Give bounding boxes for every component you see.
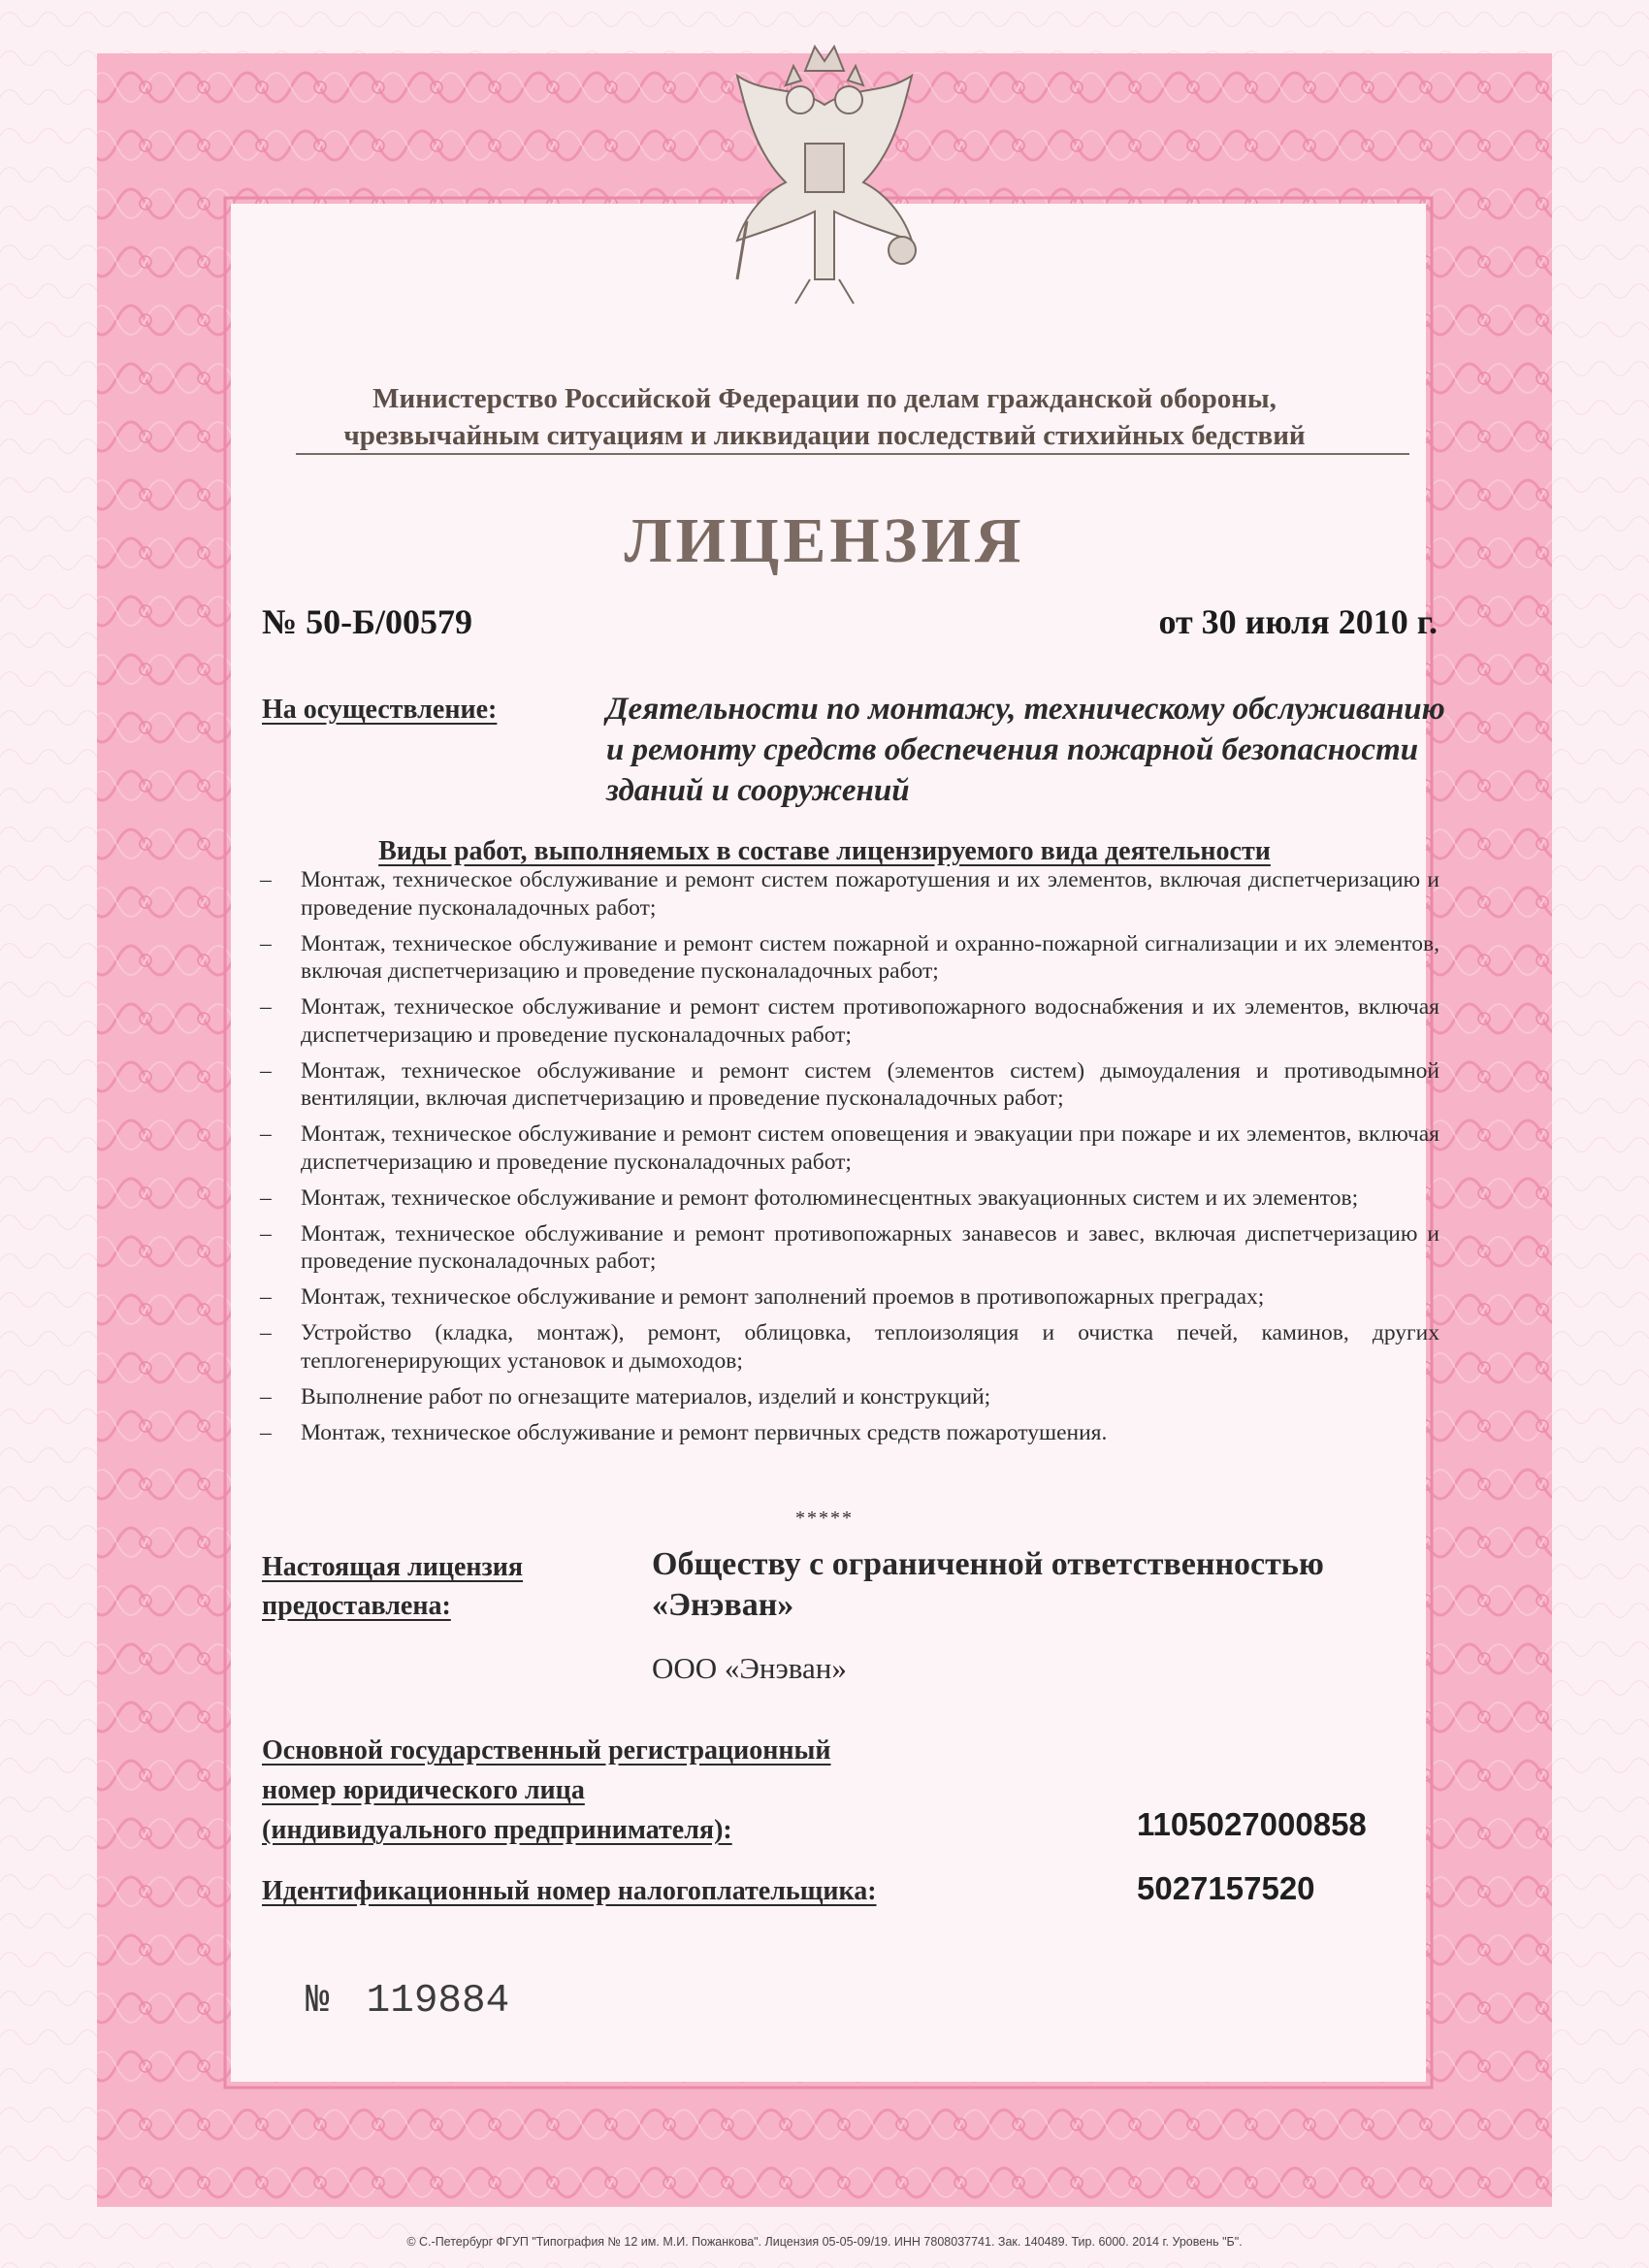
ogrn-label-line-3: (индивидуального предпринимателя): [262, 1815, 732, 1845]
list-item: – Монтаж, техническое обслуживание и ремонт систем оповещения и эвакуации при пожаре и их элементов, включая диспетчеризацию и проведение пусконаладочных работ; [260, 1121, 1439, 1175]
document-title: ЛИЦЕНЗИЯ [624, 505, 1025, 576]
list-item: – Монтаж, техническое обслуживание и ремонт систем противопожарного водоснабжения и их элементов, включая диспетчеризацию и проведение пусконаладочных работ; [260, 994, 1439, 1048]
list-item: – Выполнение работ по огнезащите материалов, изделий и конструкций; [260, 1383, 991, 1409]
ogrn-label-line-1: Основной государственный регистрационный [262, 1735, 831, 1766]
list-item: – Монтаж, техническое обслуживание и ремонт систем пожарной и охранно-пожарной сигнализации и их элементов, включая диспетчеризацию и проведение пусконаладочных работ; [260, 930, 1439, 984]
ogrn-label-line-2: номер юридического лица [262, 1775, 585, 1805]
inn-label: Идентификационный номер налогоплательщика: [262, 1876, 877, 1906]
license-date: от 30 июля 2010 г. [1158, 602, 1438, 641]
license-number: № 50-Б/00579 [262, 602, 472, 641]
ministry-name [242, 380, 1406, 454]
serial-number-symbol: № [306, 1979, 330, 2024]
ministry-line-2: чрезвычайным ситуациям и ликвидации последствий стихийных бедствий [343, 420, 1306, 451]
list-item: – Монтаж, техническое обслуживание и ремонт противопожарных занавесов и завес, включая диспетчеризацию и проведение пусконаладочных работ; [260, 1220, 1439, 1274]
list-item: – Монтаж, техническое обслуживание и ремонт систем пожаротушения и их элементов, включая диспетчеризацию и проведение пусконаладочных работ; [260, 867, 1439, 921]
ogrn-label [262, 1731, 831, 1850]
serial-number-value: 119884 [366, 1979, 510, 2024]
double-headed-eagle-icon [708, 27, 941, 318]
form-serial-number [306, 1979, 509, 2024]
section-separator: ***** [795, 1507, 854, 1529]
printer-imprint: © С.-Петербург ФГУП "Типография № 12 им. М.И. Пожанкова". Лицензия 05-05-09/19. ИНН 7808037741. Зак. 140489. Тир. 6000. 2014 г. Уровень "Б". [406, 2235, 1243, 2249]
list-item: – Устройство (кладка, монтаж), ремонт, облицовка, теплоизоляция и очистка печей, каминов, других теплогенерирующих установок и дымоходов; [260, 1320, 1439, 1374]
grantee-label-line-2: предоставлена: [262, 1591, 451, 1621]
grantee-label-line-1: Настоящая лицензия [262, 1552, 524, 1582]
activity-text: Деятельности по монтажу, техническому обслуживанию и ремонту средств обеспечения пожарной безопасности зданий и сооружений [606, 692, 1445, 808]
inn-value: 5027157520 [1137, 1870, 1315, 1906]
organization-short-name: ООО «Энэван» [652, 1651, 847, 1685]
ministry-line-1: Министерство Российской Федерации по делам гражданской обороны, [372, 383, 1277, 414]
activity-label: На осуществление: [262, 695, 498, 725]
works-list [260, 866, 1439, 1455]
list-item: – Монтаж, техническое обслуживание и ремонт первичных средств пожаротушения. [260, 1419, 1108, 1445]
ogrn-value: 1105027000858 [1137, 1806, 1367, 1842]
list-item: – Монтаж, техническое обслуживание и ремонт фотолюминесцентных эвакуационных систем и их элементов; [260, 1184, 1359, 1211]
grantee-label [262, 1548, 523, 1626]
organization-full-name: Обществу с ограниченной ответственностью «Энэван» [652, 1546, 1324, 1623]
list-item: – Монтаж, техническое обслуживание и ремонт заполнений проемов в противопожарных преградах; [260, 1284, 1265, 1310]
list-item: – Монтаж, техническое обслуживание и ремонт систем (элементов систем) дымоудаления и противодымной вентиляции, включая диспетчеризацию и проведение пусконаладочных работ; [260, 1057, 1439, 1111]
ministry-underline [296, 453, 1409, 455]
works-title: Виды работ, выполняемых в составе лицензируемого вида деятельности [378, 836, 1271, 866]
